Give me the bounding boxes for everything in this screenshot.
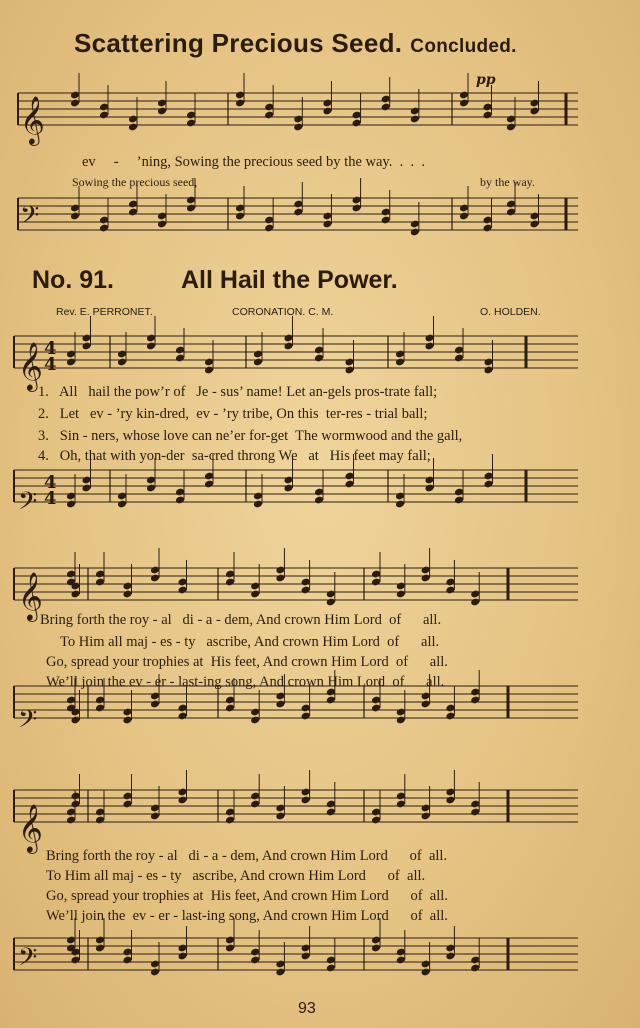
bass-lyric-left: Sowing the precious seed, <box>72 175 198 189</box>
verse-line: 2. Let ev - ’ry kin-dred, ev - ’ry tribe, On this ter-res - trial ball; <box>38 406 428 422</box>
verse-line: Bring forth the roy - al di - a - dem, And crown Him Lord of all. <box>40 612 442 628</box>
treble-clef-icon: 𝄞 <box>20 95 45 144</box>
time-signature: 4 <box>44 472 57 493</box>
verse-line: To Him all maj - es - ty ascribe, And crown Him Lord of all. <box>60 634 440 650</box>
verse-line: To Him all maj - es - ty ascribe, And crown Him Lord of all. <box>46 868 426 884</box>
bass-clef-icon: 𝄢 <box>20 201 40 236</box>
verse-line: 4. Oh, that with yon-der sa-cred throng We at His feet may fall; <box>38 448 431 464</box>
hymn-number: No. 91. <box>32 266 114 294</box>
hymn-title: All Hail the Power. <box>181 266 398 294</box>
title-text: Scattering Precious Seed. <box>74 28 403 58</box>
verse-line: We’ll join the ev - er - last-ing song, And crown Him Lord of all. <box>46 674 445 690</box>
page-number: 93 <box>298 1000 316 1017</box>
time-signature: 4 <box>44 488 57 509</box>
lyric-line: ev - ’ning, Sowing the precious seed by the way. . . . <box>82 154 425 170</box>
author-credit: Rev. E. PERRONET. <box>56 306 153 318</box>
dynamic-mark: pp <box>476 72 496 88</box>
verse-line: 1. All hail the pow’r of Je - sus’ name! Let an-gels pros-trate fall; <box>38 384 438 400</box>
bass-clef-icon: 𝄢 <box>18 943 38 978</box>
treble-clef-icon: 𝄞 <box>18 341 43 390</box>
bass-clef-icon: 𝄢 <box>18 487 38 522</box>
treble-clef-icon: 𝄞 <box>18 571 43 620</box>
treble-clef-icon: 𝄞 <box>18 803 43 852</box>
verse-line: Go, spread your trophies at His feet, And crown Him Lord of all. <box>46 888 448 904</box>
verse-line: Go, spread your trophies at His feet, And crown Him Lord of all. <box>46 654 448 670</box>
verse-line: We’ll join the ev - er - last-ing song, And crown Him Lord of all. <box>46 908 448 924</box>
tune-credit: CORONATION. C. M. <box>232 306 334 318</box>
subtitle-text: Concluded. <box>410 36 517 57</box>
bass-clef-icon: 𝄢 <box>18 705 38 740</box>
time-signature: 4 <box>44 338 57 359</box>
bass-lyric-right: by the way. <box>480 175 535 189</box>
verse-line: Bring forth the roy - al di - a - dem, And crown Him Lord of all. <box>46 848 448 864</box>
composer-credit: O. HOLDEN. <box>480 306 541 318</box>
verse-line: 3. Sin - ners, whose love can ne’er for-get The wormwood and the gall, <box>38 428 463 444</box>
time-signature: 4 <box>44 354 57 375</box>
